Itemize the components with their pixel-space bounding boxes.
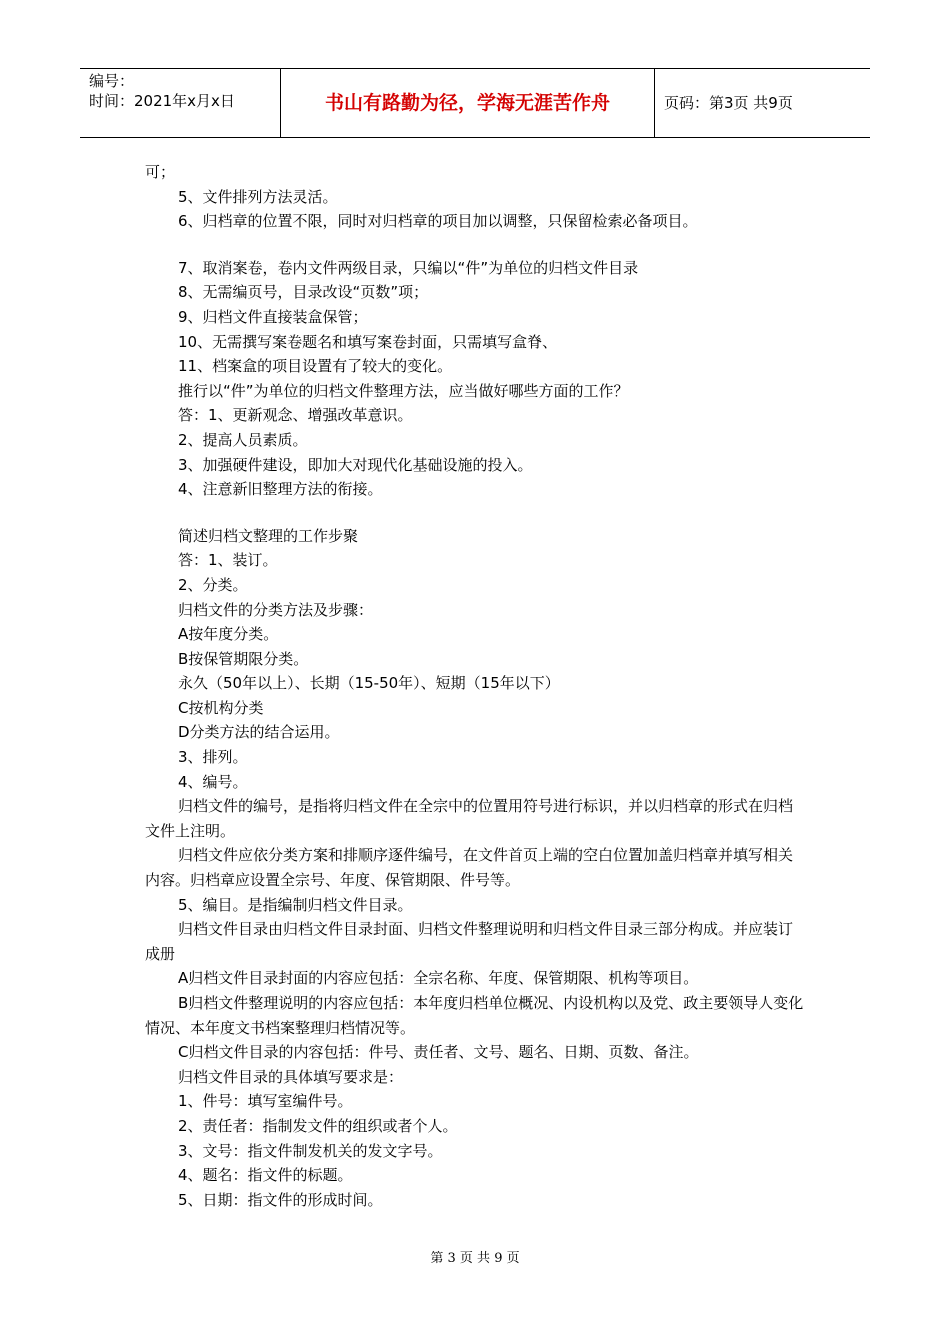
number-label: 编号： xyxy=(89,72,135,90)
list-item: 4、注意新旧整理方法的衔接。 xyxy=(178,480,383,499)
list-item: 3、文号：指文件制发机关的发文字号。 xyxy=(178,1141,443,1160)
answer: 答：1、更新观念、增强改革意识。 xyxy=(178,406,413,425)
header-info xyxy=(89,71,235,111)
list-item: 2、提高人员素质。 xyxy=(178,430,308,449)
header-divider xyxy=(654,69,655,137)
list-item: 9、归档文件直接装盒保管； xyxy=(178,307,368,326)
list-item: 11、档案盒的项目设置有了较大的变化。 xyxy=(178,357,453,376)
list-item: D分类方法的结合运用。 xyxy=(178,723,340,742)
list-item: 5、日期：指文件的形成时间。 xyxy=(178,1190,383,1209)
list-item: 3、加强硬件建设，即加大对现代化基础设施的投入。 xyxy=(178,455,533,474)
list-item: A按年度分类。 xyxy=(178,625,279,644)
header-motto: 书山有路勤为径，学海无涯苦作舟 xyxy=(324,92,610,114)
paragraph: 可； xyxy=(145,163,176,181)
list-item: 4、题名：指文件的标题。 xyxy=(178,1166,353,1185)
list-item: 2、分类。 xyxy=(178,575,248,594)
question: 简述归档文整理的工作步聚 xyxy=(178,526,359,545)
paragraph: 归档文件目录由归档文件目录封面、归档文件整理说明和归档文件目录三部分构成。并应装订成册 xyxy=(145,920,794,963)
page-header xyxy=(80,68,870,138)
list-item: C按机构分类 xyxy=(178,698,264,717)
list-item: B归档文件整理说明的内容应包括：本年度归档单位概况、内设机构以及党、政主要领导人变化情况、本年度文书档案整理归档情况等。 xyxy=(145,994,804,1037)
paragraph: 归档文件的编号，是指将归档文件在全宗中的位置用符号进行标识，并以归档章的形式在归档文件上注明。 xyxy=(145,797,794,840)
list-item: 6、归档章的位置不限，同时对归档章的项目加以调整，只保留检索必备项目。 xyxy=(178,212,698,231)
paragraph: 归档文件目录的具体填写要求是： xyxy=(178,1067,404,1086)
answer: 答：1、装订。 xyxy=(178,551,278,570)
list-item: 8、无需编页号，目录改设“页数”项； xyxy=(178,283,429,302)
page-footer: 第 3 页 共 9 页 xyxy=(430,1251,520,1266)
paragraph: 归档文件应依分类方案和排顺序逐件编号，在文件首页上端的空白位置加盖归档章并填写相关内容。归档章应设置全宗号、年度、保管期限、件号等。 xyxy=(145,846,794,890)
list-item: 1、件号：填写室编件号。 xyxy=(178,1092,353,1111)
list-item: 2、责任者：指制发文件的组织或者个人。 xyxy=(178,1116,458,1135)
list-item: 5、编目。是指编制归档文件目录。 xyxy=(178,895,413,914)
date-label: 时间：2021年x月x日 xyxy=(89,92,235,110)
list-item: B按保管期限分类。 xyxy=(178,649,309,668)
list-item: 5、文件排列方法灵活。 xyxy=(178,187,338,206)
list-item: 10、无需撰写案卷题名和填写案卷封面，只需填写盒脊、 xyxy=(178,332,558,351)
list-item: 7、取消案卷，卷内文件两级目录，只编以“件”为单位的归档文件目录 xyxy=(178,258,639,277)
list-item: 3、排列。 xyxy=(178,748,248,767)
list-item: A归档文件目录封面的内容应包括：全宗名称、年度、保管期限、机构等项目。 xyxy=(178,969,699,988)
paragraph: 归档文件的分类方法及步骤： xyxy=(178,600,374,619)
list-item: 4、编号。 xyxy=(178,772,248,791)
document-body xyxy=(145,160,805,1212)
header-page-number: 页码：第3页 共9页 xyxy=(664,94,793,112)
paragraph: 永久（50年以上）、长期（15-50年）、短期（15年以下） xyxy=(178,674,560,693)
question: 推行以“件”为单位的归档文件整理方法，应当做好哪些方面的工作？ xyxy=(178,381,629,400)
list-item: C归档文件目录的内容包括：件号、责任者、文号、题名、日期、页数、备注。 xyxy=(178,1043,699,1062)
